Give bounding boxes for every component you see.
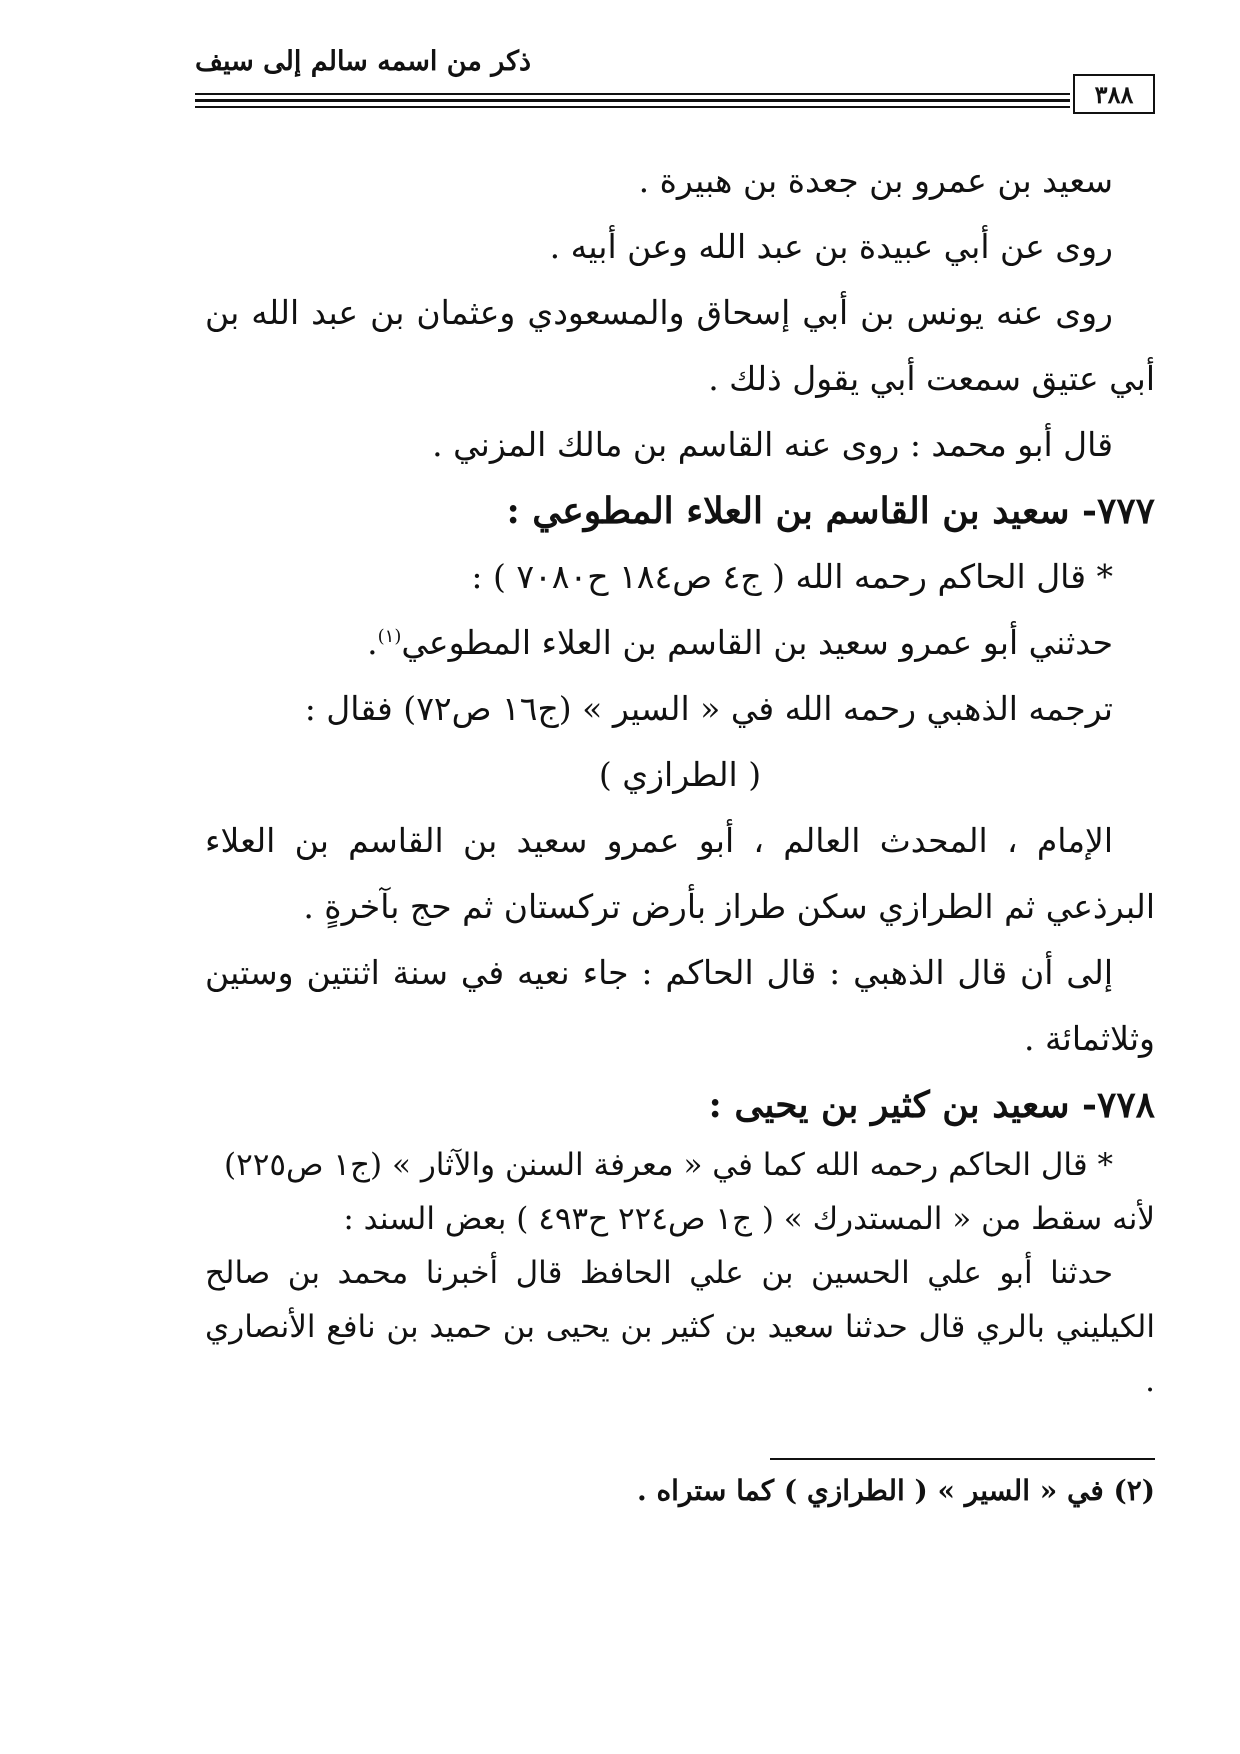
footnote-marker: (١): [377, 626, 402, 647]
paragraph: [205, 610, 1155, 676]
paragraph-text: حدثني أبو عمرو سعيد بن القاسم بن العلاء المطوعي: [401, 623, 1113, 662]
header-rule: [195, 99, 1070, 102]
paragraph: قال أبو محمد : روى عنه القاسم بن مالك المزني .: [432, 425, 1113, 464]
subtitle: ( الطرازي ): [598, 755, 762, 794]
paragraph: لأنه سقط من « المستدرك » ( ج١ ص٢٢٤ ح٤٩٣ ) بعض السند :: [343, 1201, 1155, 1237]
paragraph: ترجمه الذهبي رحمه الله في « السير » (ج١٦ ص٧٢) فقال :: [304, 689, 1113, 728]
paragraph-end: .: [367, 623, 378, 662]
paragraph: روى عن أبي عبيدة بن عبد الله وعن أبيه .: [549, 227, 1113, 266]
paragraph: * قال الحاكم رحمه الله كما في « معرفة السنن والآثار » (ج١ ص٢٢٥): [223, 1147, 1113, 1183]
header-rule: [195, 93, 1070, 95]
running-title: ذكر من اسمه سالم إلى سيف: [195, 46, 531, 77]
header-rule: [195, 106, 1070, 108]
paragraph: الإمام ، المحدث العالم ، أبو عمرو سعيد بن القاسم بن العلاء البرذعي ثم الطرازي سكن طراز بأرض تركستان ثم حج بآخرةٍ .: [205, 821, 1155, 926]
paragraph: سعيد بن عمرو بن جعدة بن هبيرة .: [638, 161, 1113, 200]
paragraph: إلى أن قال الذهبي : قال الحاكم : جاء نعيه في سنة اثنتين وستين وثلاثمائة .: [205, 953, 1155, 1058]
paragraph: روى عنه يونس بن أبي إسحاق والمسعودي وعثمان بن عبد الله بن أبي عتيق سمعت أبي يقول ذلك .: [205, 293, 1155, 398]
main-text: [205, 148, 1155, 1408]
footnote: (٢) في « السير » ( الطرازي ) كما ستراه .: [637, 1474, 1155, 1507]
footnote-rule: [770, 1458, 1155, 1460]
page-number: ٣٨٨: [1073, 74, 1155, 114]
entry-heading-777: ٧٧٧- سعيد بن القاسم بن العلاء المطوعي :: [506, 490, 1155, 532]
paragraph: حدثنا أبو علي الحسين بن علي الحافظ قال أخبرنا محمد بن صالح الكيليني بالري قال حدثنا سعيد بن كثير بن يحيى بن حميد بن نافع الأنصاري .: [205, 1255, 1155, 1399]
paragraph: * قال الحاكم رحمه الله ( ج٤ ص١٨٤ ح٧٠٨٠ ) :: [471, 557, 1113, 596]
entry-heading-778: ٧٧٨- سعيد بن كثير بن يحيى :: [708, 1084, 1155, 1126]
